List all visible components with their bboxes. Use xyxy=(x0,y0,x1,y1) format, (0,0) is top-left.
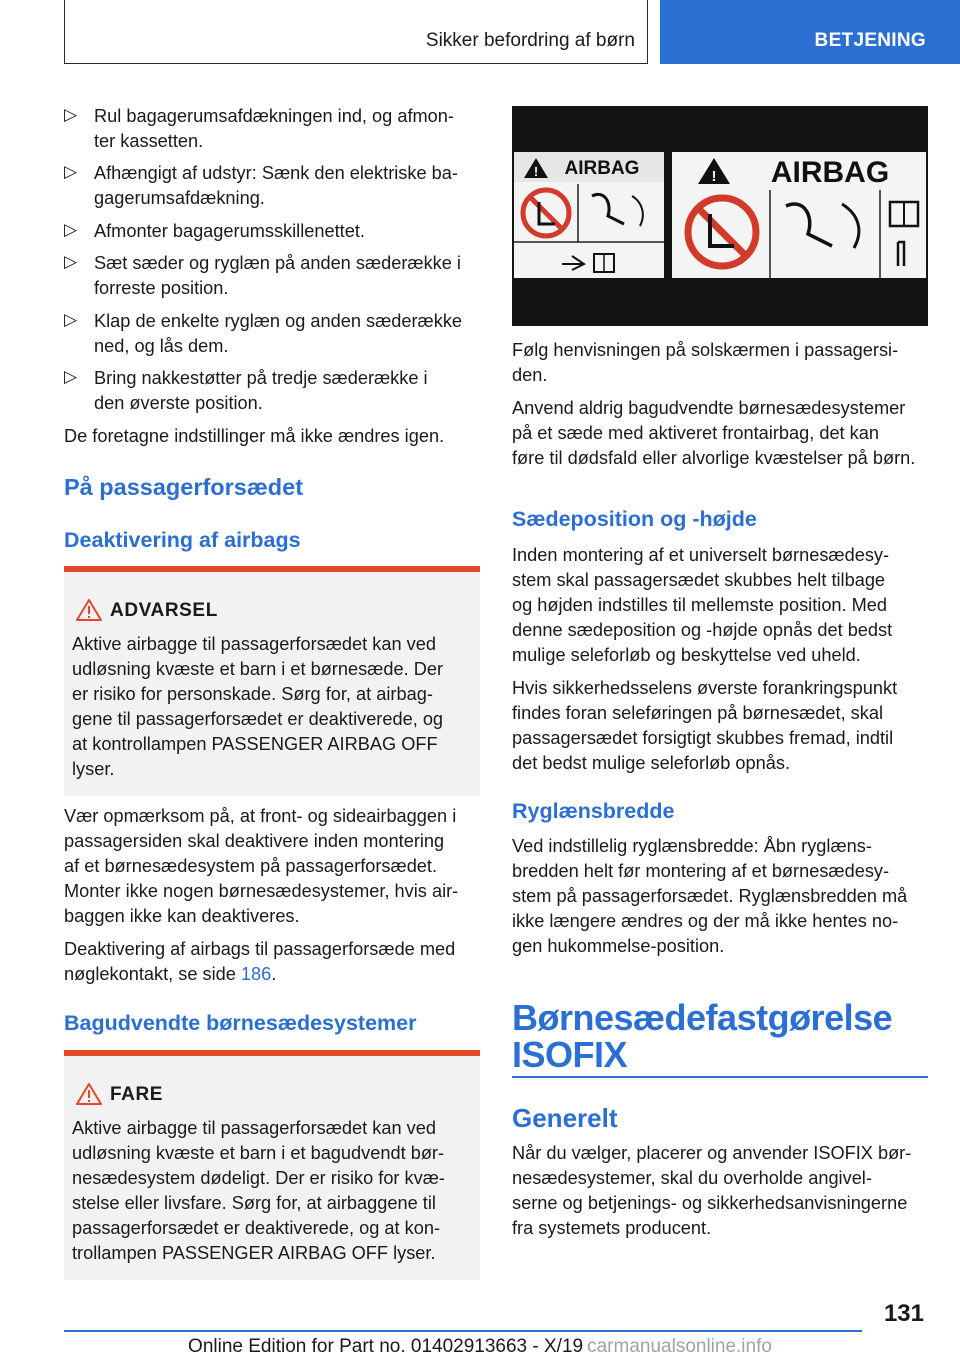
paragraph-line: stem skal passagersædet skubbes helt tilbage xyxy=(512,570,886,590)
paragraph-line: Følg henvisningen på solskærmen i passagersi- xyxy=(512,340,899,360)
bullet-icon: ▷ xyxy=(64,252,78,271)
paragraph-line: bredden helt før montering af et børnesædesy- xyxy=(512,861,890,881)
bullet-icon: ▷ xyxy=(64,220,78,239)
sticker-label-small: AIRBAG xyxy=(564,158,640,179)
bullet-icon: ▷ xyxy=(64,162,78,181)
bullet-icon: ▷ xyxy=(64,105,78,124)
heading-isofix-line2: ISOFIX xyxy=(512,1034,628,1075)
list-item-text: Afhængigt af udstyr: Sænk den elektriske ba- xyxy=(94,163,458,183)
warning-line: udløsning kvæste et barn i et bagudvendt bør- xyxy=(72,1143,445,1163)
heading-isofix-line1: Børnesædefastgørelse xyxy=(512,997,893,1038)
paragraph-line: Deaktivering af airbags til passagerforsæde med xyxy=(64,939,456,959)
warning-line: stelse eller livsfare. Sørg for, at airbaggene til xyxy=(72,1193,436,1213)
paragraph-line: Anvend aldrig bagudvendte børnesædesystemer xyxy=(512,398,906,418)
paragraph-line: mulige seleforløb og beskyttelse ved uheld. xyxy=(512,645,861,665)
heading-general: Generelt xyxy=(512,1103,618,1133)
list-item-text: gagerumsafdækning. xyxy=(94,188,265,208)
warning-line: lyser. xyxy=(72,759,115,779)
paragraph-line: Monter ikke nogen børnesædesystemer, hvis air- xyxy=(64,881,459,901)
bullet-icon: ▷ xyxy=(64,310,78,329)
danger-box xyxy=(64,1050,480,1280)
chapter-tab-label: BETJENING xyxy=(814,30,926,51)
header-section-box xyxy=(64,0,648,64)
warning-line: udløsning kvæste et barn i et børnesæde. Der xyxy=(72,659,443,679)
airbag-warning-label-image xyxy=(512,106,928,326)
paragraph-line: Inden montering af et universelt børnesædesy- xyxy=(512,545,890,565)
paragraph-line: Ved indstillelig ryglænsbredde: Åbn ryglæns- xyxy=(512,836,872,856)
note-text: De foretagne indstillinger må ikke ændres igen. xyxy=(64,426,445,446)
heading-rear-facing-seats: Bagudvendte børnesædesystemer xyxy=(64,1011,417,1035)
paragraph-line: passagersædet forsigtigt skubbes fremad, indtil xyxy=(512,728,894,748)
warning-line: Aktive airbagge til passagerforsædet kan ved xyxy=(72,634,436,654)
paragraph-line: føre til dødsfald eller alvorlige kvæstelser på børn. xyxy=(512,448,916,468)
list-item-text: ned, og lås dem. xyxy=(94,336,229,356)
paragraph-line: fra systemets producent. xyxy=(512,1218,712,1238)
footer-divider xyxy=(64,1330,862,1332)
section-title: Sikker befordring af børn xyxy=(425,30,635,51)
danger-title: FARE xyxy=(110,1084,164,1105)
paragraph-text: . xyxy=(271,964,277,984)
warning-triangle-icon xyxy=(76,1082,102,1106)
paragraph-line: Hvis sikkerhedsselens øverste forankringspunkt xyxy=(512,678,898,698)
paragraph-line: ikke længere ændres og der må ikke hentes no- xyxy=(512,911,899,931)
paragraph-line: nesædesystemer, skal du overholde angivel- xyxy=(512,1168,872,1188)
warning-line: nesædesystem dødeligt. Der er risiko for kvæ- xyxy=(72,1168,445,1188)
warning-line: passagerforsædet er deaktiverede, og at kon- xyxy=(72,1218,441,1238)
sticker-label-large: AIRBAG xyxy=(770,156,890,189)
bullet-icon: ▷ xyxy=(64,367,78,386)
list-item-text: ter kassetten. xyxy=(94,131,204,151)
warning-line: er risiko for personskade. Sørg for, at airbag- xyxy=(72,684,433,704)
heading-seat-position: Sædeposition og -højde xyxy=(512,507,757,531)
paragraph-line: på et sæde med aktiveret frontairbag, det kan xyxy=(512,423,879,443)
warning-line: at kontrollampen PASSENGER AIRBAG OFF xyxy=(72,734,438,754)
paragraph-line: af et børnesædesystem på passagerforsædet. xyxy=(64,856,438,876)
heading-backrest-width: Ryglænsbredde xyxy=(512,799,675,823)
list-item-text: Bring nakkestøtter på tredje sæderække i xyxy=(94,368,428,388)
svg-text:!: ! xyxy=(533,164,539,179)
warning-box xyxy=(64,566,480,796)
footer-watermark: carmanualsonline.info xyxy=(587,1336,772,1357)
paragraph-line: Når du vælger, placerer og anvender ISOFIX bør- xyxy=(512,1143,912,1163)
warning-line: trollampen PASSENGER AIRBAG OFF lyser. xyxy=(72,1243,436,1263)
paragraph-line: stem på passagerforsædet. Ryglænsbredden må xyxy=(512,886,908,906)
warning-line: gene til passagerforsædet er deaktiverede, og xyxy=(72,709,444,729)
page-reference-link[interactable]: 186 xyxy=(240,964,272,984)
paragraph-line: serne og betjenings- og sikkerhedsanvisningerne xyxy=(512,1193,908,1213)
section-divider xyxy=(512,1076,928,1078)
footer-edition-line xyxy=(0,1336,960,1358)
list-item-text: forreste position. xyxy=(94,278,229,298)
svg-text:!: ! xyxy=(711,168,717,185)
heading-passenger-seat: På passagerforsædet xyxy=(64,474,304,500)
list-item-text: Klap de enkelte ryglæn og anden sæderække xyxy=(94,311,463,331)
paragraph-line-with-link xyxy=(64,962,276,987)
paragraph-line: den. xyxy=(512,365,548,385)
paragraph-line: og højden indstilles til mellemste position. Med xyxy=(512,595,888,615)
list-item-text: Afmonter bagagerumsskillenettet. xyxy=(94,221,365,241)
list-item-text: Sæt sæder og ryglæn på anden sæderække i xyxy=(94,253,461,273)
warning-line: Aktive airbagge til passagerforsædet kan ved xyxy=(72,1118,436,1138)
paragraph-line: findes foran seleføringen på børnesædet, skal xyxy=(512,703,884,723)
list-item-text: den øverste position. xyxy=(94,393,263,413)
warning-title: ADVARSEL xyxy=(110,600,218,621)
paragraph-line: baggen ikke kan deaktiveres. xyxy=(64,906,300,926)
airbag-sticker-photo xyxy=(512,106,928,326)
list-item-text: Rul bagagerumsafdækningen ind, og afmon- xyxy=(94,106,454,126)
chapter-tab[interactable] xyxy=(660,0,960,64)
paragraph-line: det bedst mulige seleforløb opnås. xyxy=(512,753,791,773)
footer-edition: Online Edition for Part no. 01402913663 - X/19 xyxy=(188,1336,584,1357)
heading-deactivate-airbags: Deaktivering af airbags xyxy=(64,528,301,552)
paragraph-line: passagersiden skal deaktivere inden montering xyxy=(64,831,445,851)
paragraph-line: denne sædeposition og -højde opnås det bedst xyxy=(512,620,893,640)
warning-triangle-icon xyxy=(76,598,102,622)
page-number: 131 xyxy=(883,1300,924,1327)
paragraph-line: Vær opmærksom på, at front- og sideairbaggen i xyxy=(64,806,457,826)
paragraph-text: nøglekontakt, se side xyxy=(64,964,241,984)
paragraph-line: gen hukommelse-position. xyxy=(512,936,725,956)
